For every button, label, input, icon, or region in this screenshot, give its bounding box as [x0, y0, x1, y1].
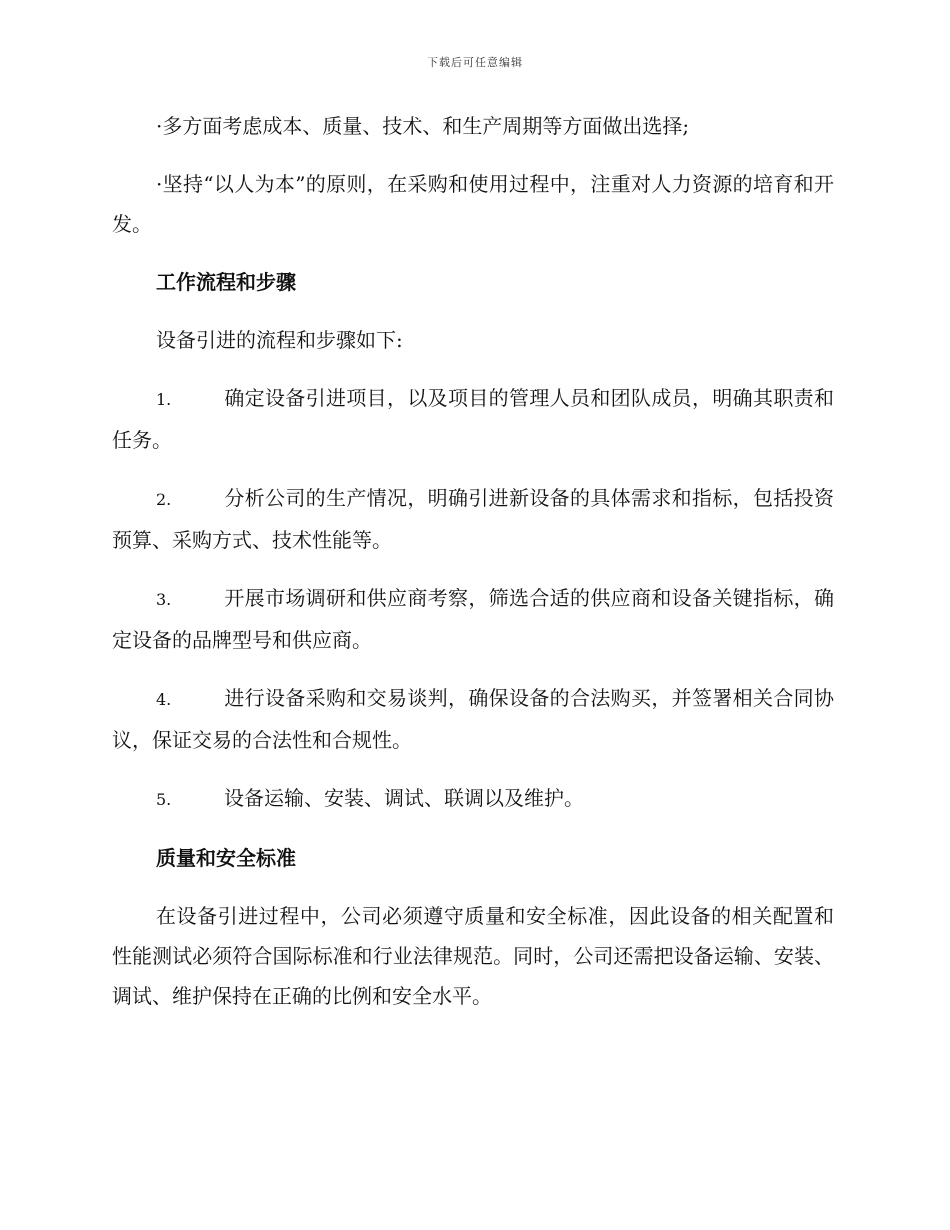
section-heading-workflow: 工作流程和步骤	[156, 270, 296, 294]
step-text: 进行设备采购和交易谈判，确保设备的合法购买，并签署相关合同协议，保证交易的合法性和合规性。	[112, 686, 834, 752]
list-item	[112, 678, 834, 760]
step-number: 2.	[156, 490, 172, 509]
list-item	[112, 578, 834, 660]
list-item	[112, 778, 834, 820]
step-text: 开展市场调研和供应商考察，筛选合适的供应商和设备关键指标，确定设备的品牌型号和供应商。	[112, 586, 834, 652]
list-item	[112, 478, 834, 560]
section-heading-quality: 质量和安全标准	[156, 846, 296, 870]
workflow-intro: 设备引进的流程和步骤如下:	[156, 328, 403, 352]
bullet-paragraph: ·坚持“以人为本”的原则，在采购和使用过程中，注重对人力资源的培育和开发。	[112, 172, 834, 236]
bullet-paragraph: ·多方面考虑成本、质量、技术、和生产周期等方面做出选择;	[156, 114, 690, 138]
list-item	[112, 378, 834, 460]
step-text: 分析公司的生产情况，明确引进新设备的具体需求和指标，包括投资预算、采购方式、技术性能等。	[112, 486, 834, 552]
step-text: 确定设备引进项目，以及项目的管理人员和团队成员，明确其职责和任务。	[112, 386, 834, 452]
step-text: 设备运输、安装、调试、联调以及维护。	[224, 786, 584, 810]
step-number: 5.	[156, 790, 172, 809]
document-body	[112, 106, 834, 1034]
step-number: 4.	[156, 690, 172, 709]
step-number: 1.	[156, 390, 172, 409]
quality-paragraph: 在设备引进过程中，公司必须遵守质量和安全标准，因此设备的相关配置和性能测试必须符合国际标准和行业法律规范。同时，公司还需把设备运输、安装、调试、维护保持在正确的比例和安全水平。	[112, 904, 834, 1008]
step-number: 3.	[156, 590, 172, 609]
header-note: 下载后可任意编辑	[427, 56, 523, 69]
